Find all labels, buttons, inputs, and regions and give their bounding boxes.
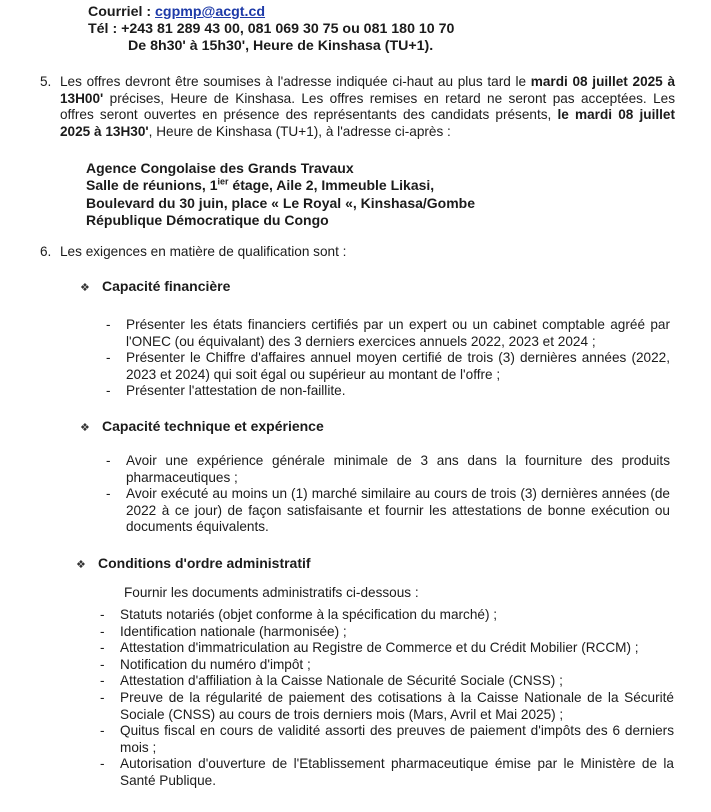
dash-icon: - [100, 673, 105, 689]
list-item-text: Identification nationale (harmonisée) ; [120, 623, 347, 639]
list-item-text: Avoir exécuté au moins un (1) marché similaire au cours de trois (3) dernières années (de 2022 à ce jour) de façon satisfaisante et fournir les attestations de bonne exécution ou documents équivalents. [126, 486, 670, 535]
address-line-2-part: Salle de réunions, 1 [86, 177, 218, 194]
list-item-text: Présenter les états financiers certifiés par un expert ou un cabinet comptable agréé par l'ONEC (ou équivalant) des 3 derniers exercices annuels 2022, 2023 et 2024 ; [126, 317, 670, 349]
dash-icon: - [106, 383, 111, 399]
item-5-text-part: , Heure de Kinshasa (TU+1), à l'adresse ci-après : [148, 123, 451, 139]
list-item [106, 453, 670, 486]
item-6-number: 6. [40, 244, 52, 259]
section-title-text: Conditions d'ordre administratif [98, 555, 311, 571]
office-hours: De 8h30' à 15h30', Heure de Kinshasa (TU+1). [128, 38, 434, 54]
email-link[interactable]: cgpmp@acgt.cd [155, 4, 266, 20]
list-item [100, 657, 674, 674]
section-financial-title [80, 278, 230, 297]
list-item [100, 640, 674, 657]
dash-icon: - [100, 756, 105, 772]
address-block [86, 160, 475, 229]
list-item-text: Présenter le Chiffre d'affaires annuel moyen certifié de trois (3) dernières années (2022, 2023 et 2024) qui soit égal ou supérieur au montant de l'offre ; [126, 350, 670, 382]
list-item [100, 624, 674, 641]
dash-icon: - [106, 486, 111, 502]
dash-icon: - [100, 640, 105, 656]
phone-row [88, 21, 454, 38]
dash-icon: - [100, 607, 105, 622]
diamond-bullet-icon: ❖ [80, 422, 90, 434]
list-item-text: Présenter l'attestation de non-faillite. [126, 383, 346, 399]
list-item-text: Autorisation d'ouverture de l'Etablissement pharmaceutique émise par le Ministère de la Santé Publique. [120, 756, 674, 788]
diamond-bullet-icon: ❖ [76, 559, 86, 571]
financial-list [106, 317, 670, 400]
item-5-text-part: Les offres devront être soumises à l'adresse indiquée ci-haut au plus tard le [60, 74, 531, 89]
list-item-text: Statuts notariés (objet conforme à la spécification du marché) ; [120, 607, 498, 622]
floor-superscript: ier [217, 176, 229, 187]
section-title-text: Capacité financière [102, 278, 231, 294]
dash-icon: - [100, 656, 105, 672]
dash-icon: - [100, 723, 105, 739]
section-title-text: Capacité technique et expérience [102, 418, 324, 434]
phone-label: Tél : [88, 21, 122, 37]
list-item [100, 723, 674, 756]
admin-list [100, 607, 674, 790]
section-admin-title [76, 555, 311, 574]
item-6-text: Les exigences en matière de qualification sont : [60, 244, 347, 259]
submission-deadline: mardi 08 juillet 2025 à 13H00' [60, 74, 676, 106]
admin-intro: Fournir les documents administratifs ci-dessous : [124, 585, 419, 600]
contact-block [88, 4, 454, 55]
email-row [88, 4, 454, 21]
dash-icon: - [106, 453, 111, 468]
list-item [106, 486, 670, 536]
item-6 [40, 244, 675, 261]
dash-icon: - [106, 317, 111, 332]
address-line-1: Agence Congolaise des Grands Travaux [86, 160, 354, 176]
address-line-4: République Démocratique du Congo [86, 211, 329, 228]
item-5-text-part: précises, Heure de Kinshasa. Les offres remises en retard ne seront pas acceptées. Les offres seront ouvertes en présence des représentants des candidats présents, [60, 90, 675, 123]
section-technical-title [80, 418, 324, 437]
diamond-bullet-icon: ❖ [80, 282, 90, 294]
technical-list [106, 453, 670, 536]
list-item-text: Preuve de la régularité de paiement des cotisations à la Caisse Nationale de la Sécurité Sociale (CNSS) au cours de trois derniers mois (Mars, Avril et Mai 2025) ; [120, 689, 674, 722]
dash-icon: - [106, 350, 111, 366]
item-5-number: 5. [40, 74, 52, 89]
list-item-text: Attestation d'affiliation à la Caisse Nationale de Sécurité Sociale (CNSS) ; [120, 673, 563, 689]
phone-numbers: +243 81 289 43 00, 081 069 30 75 ou 081 180 10 70 [121, 21, 455, 37]
opening-date: le mardi 08 juillet 2025 à 13H30' [60, 107, 675, 139]
list-item [100, 607, 674, 624]
list-item [100, 673, 674, 690]
item-5 [40, 74, 675, 140]
list-item [106, 317, 670, 350]
dash-icon: - [100, 623, 105, 639]
list-item [106, 383, 670, 400]
list-item-text: Avoir une expérience générale minimale de 3 ans dans la fourniture des produits pharmaceutiques ; [126, 453, 670, 485]
dash-icon: - [100, 689, 105, 705]
list-item-text: Notification du numéro d'impôt ; [120, 656, 311, 672]
item-5-text [60, 74, 675, 140]
address-line-2-part: étage, Aile 2, Immeuble Likasi, [228, 177, 435, 194]
email-label: Courriel : [88, 4, 156, 20]
list-item [100, 690, 674, 723]
address-line-2 [86, 177, 475, 194]
list-item-text: Attestation d'immatriculation au Registre de Commerce et du Crédit Mobilier (RCCM) ; [120, 640, 639, 656]
list-item [106, 350, 670, 383]
address-line-3: Boulevard du 30 juin, place « Le Royal «, Kinshasa/Gombe [86, 194, 476, 211]
list-item-text: Quitus fiscal en cours de validité assorti des preuves de paiement d'impôts des 6 derniers mois ; [120, 723, 674, 755]
list-item [100, 756, 674, 789]
